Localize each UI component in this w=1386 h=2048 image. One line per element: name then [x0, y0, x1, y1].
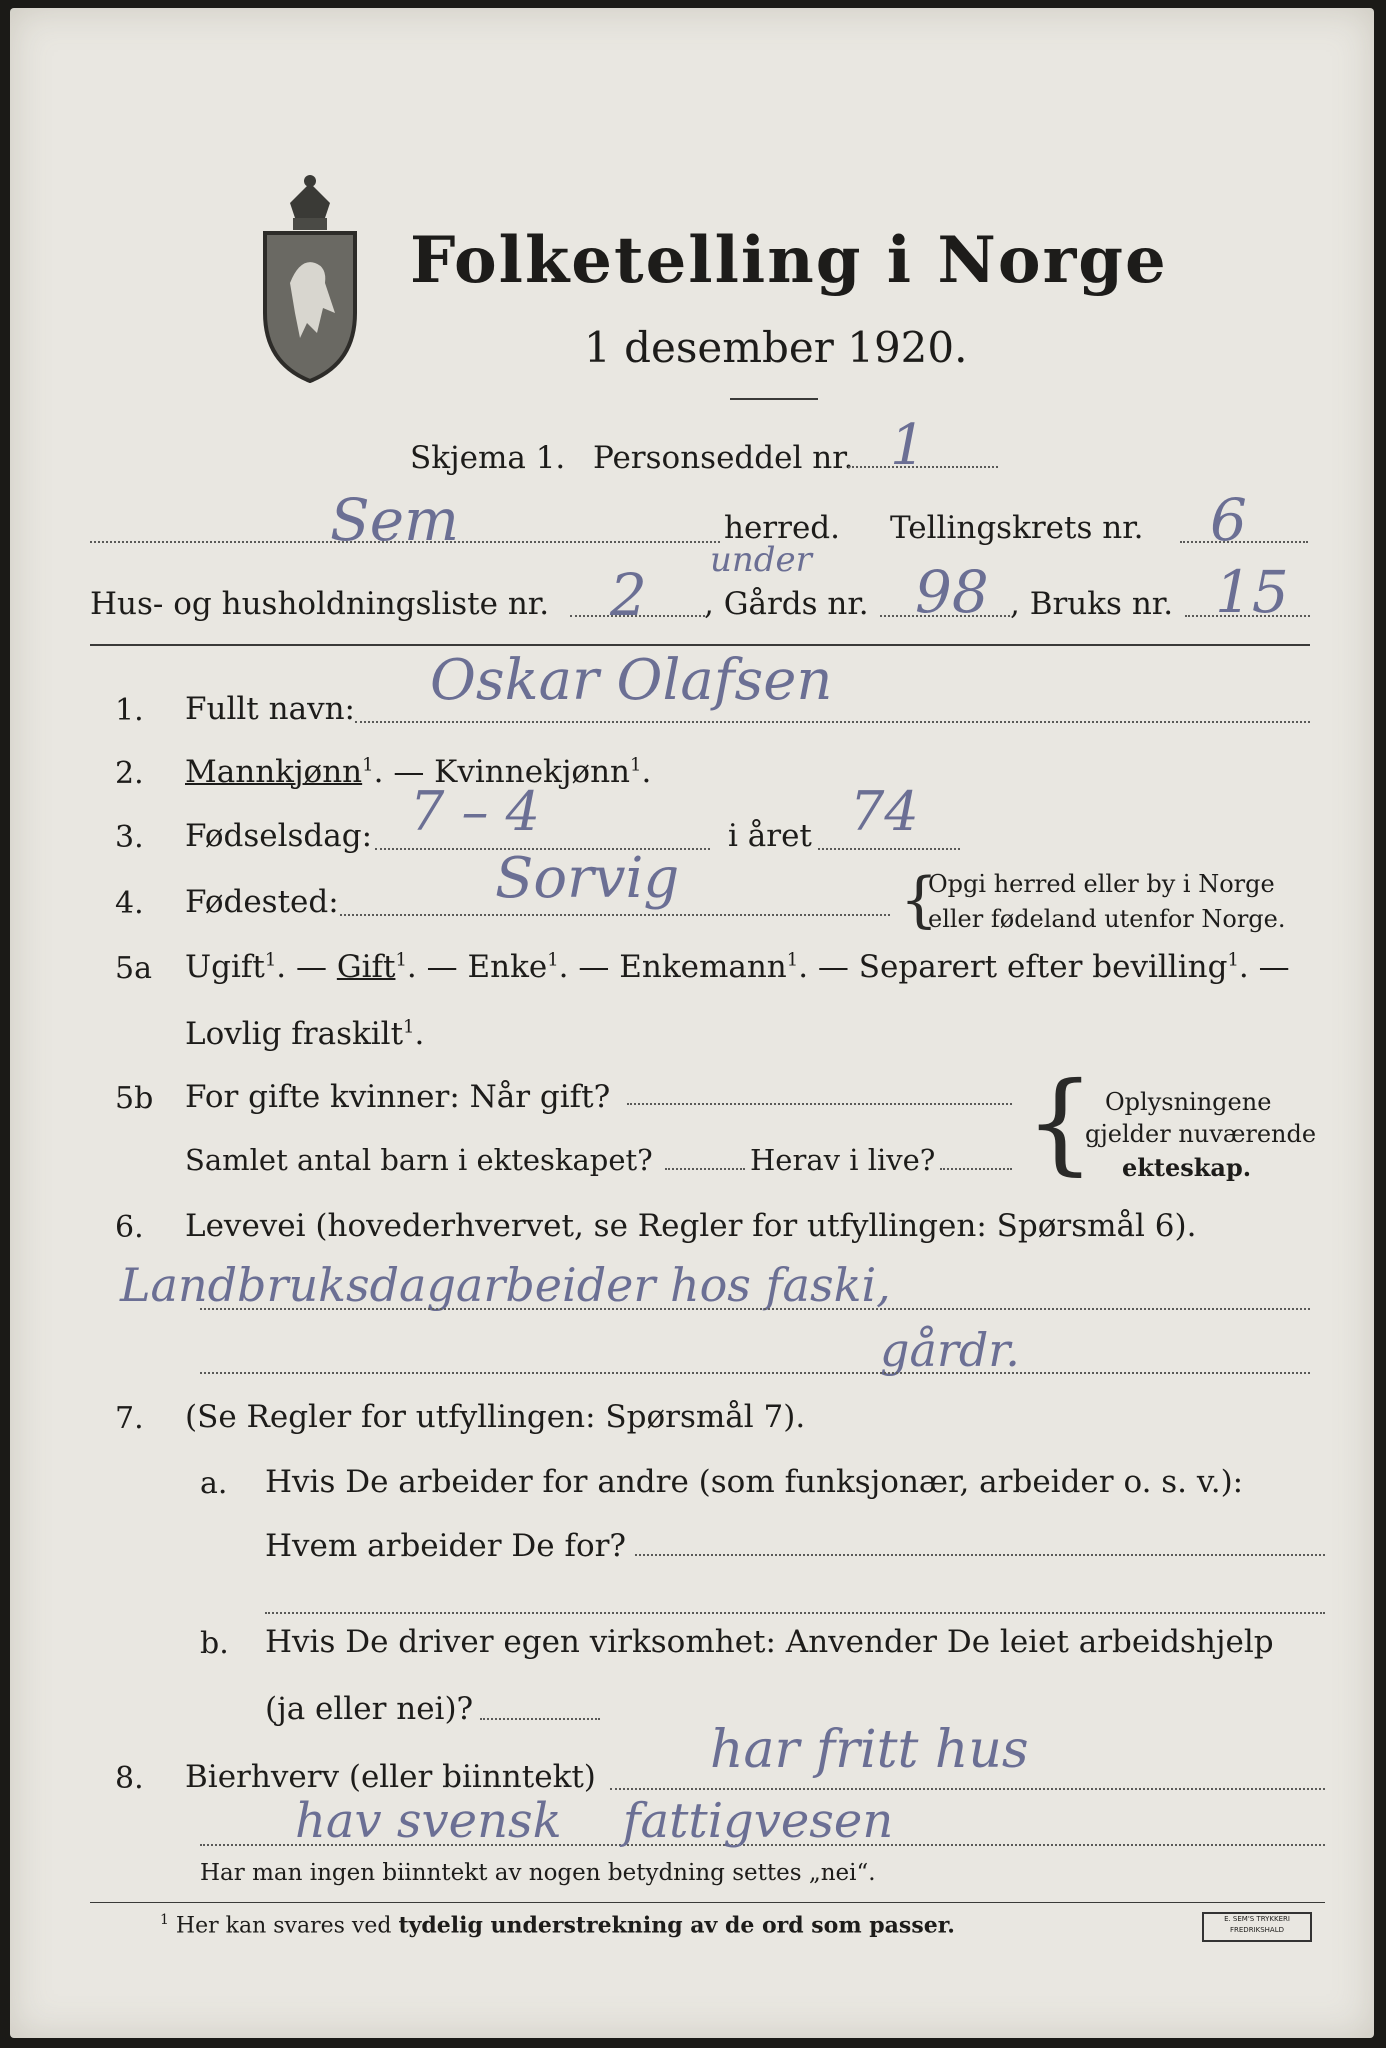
levevei-value-2: gårdr. [880, 1323, 1020, 1377]
q8-note: Har man ingen biinntekt av nogen betydning settes „nei“. [200, 1860, 876, 1886]
fraskilt-option[interactable] [185, 1016, 424, 1052]
q4-note-1: Opgi herred eller by i Norge [928, 870, 1275, 898]
husliste-label: Hus- og husholdningsliste nr. [90, 586, 550, 622]
footnote-marker: 1 [362, 754, 374, 776]
q6-number: 6. [115, 1210, 144, 1245]
form-title: Folketelling i Norge [410, 223, 1168, 298]
printer-stamp-text: E. SEM'S TRYKKERI FREDRIKSHALD [1224, 1915, 1290, 1934]
personseddel-label: Personseddel nr. [593, 440, 854, 476]
q1-label: Fullt navn: [185, 691, 355, 727]
naar-gift-field[interactable] [627, 1103, 1012, 1105]
separator: . — [276, 949, 337, 985]
gards-value: 98 [915, 558, 989, 626]
footnote-marker: 1 [395, 949, 407, 971]
bruks-label: , Bruks nr. [1010, 586, 1174, 622]
footnote-text: Her kan svares ved [175, 1913, 399, 1939]
end-mark: . [641, 754, 652, 790]
q5b-brace: { [1025, 1058, 1095, 1186]
under-note: under [710, 540, 812, 580]
q3-label: Fødselsdag: [185, 818, 373, 854]
q7-label: (Se Regler for utfyllingen: Spørsmål 7). [185, 1399, 806, 1435]
kvinnekjonn-option[interactable]: Kvinnekjønn [434, 754, 631, 790]
herred-value: Sem [330, 486, 460, 554]
census-form [10, 8, 1374, 2038]
q7a-question: Hvem arbeider De for? [265, 1528, 627, 1564]
footnote-marker: 1 [1227, 949, 1239, 971]
bruks-value: 15 [1215, 558, 1289, 626]
enke-option[interactable]: . — Enke [406, 949, 548, 985]
q8-number: 8. [115, 1761, 144, 1796]
footnote-marker: 1 [786, 949, 799, 971]
fraskilt-label: Lovlig fraskilt [185, 1016, 404, 1052]
tellingskrets-value: 6 [1210, 486, 1247, 554]
footnote-divider [90, 1902, 1325, 1903]
q3-number: 3. [115, 820, 144, 855]
gards-label: , Gårds nr. [704, 586, 869, 622]
fullt-navn-value: Oskar Olafsen [430, 648, 833, 713]
levevei-field-1[interactable] [200, 1308, 1310, 1310]
skjema-label: Skjema 1. [410, 440, 566, 476]
fodested-value: Sorvig [495, 846, 680, 911]
title-divider [730, 398, 818, 400]
bierhverv-value-1: har fritt hus [710, 1720, 1029, 1780]
q7b-letter: b. [200, 1626, 229, 1661]
separator: . — [373, 754, 435, 790]
q4-note-2: eller fødeland utenfor Norge. [928, 905, 1286, 933]
q7a-text: Hvis De arbeider for andre (som funksjonær, arbeider o. s. v.): [265, 1464, 1244, 1500]
live-field[interactable] [940, 1168, 1012, 1170]
bierhverv-value-2: hav svensk fattigvesen [295, 1793, 894, 1849]
aaret-field[interactable] [818, 848, 960, 850]
enkemann-option[interactable]: . — Enkemann [558, 949, 787, 985]
q4-label: Fødested: [185, 884, 339, 920]
separert-option[interactable]: . — Separert efter bevilling [798, 949, 1228, 985]
tellingskrets-label: Tellingskrets nr. [890, 510, 1144, 546]
census-date: 1 desember 1920. [584, 323, 968, 372]
fullt-navn-field[interactable] [355, 721, 1310, 723]
coat-of-arms-emblem [255, 163, 365, 383]
q4-number: 4. [115, 886, 144, 921]
gift-option[interactable]: Gift [336, 949, 396, 985]
q5b-live-label: Herav i live? [750, 1143, 936, 1177]
footnote-marker: 1 [630, 754, 642, 776]
footnote-marker: 1 [160, 1912, 169, 1928]
fodselsdag-value: 7 – 4 [410, 780, 541, 843]
q7-number: 7. [115, 1401, 144, 1436]
q5a-number: 5a [115, 951, 152, 986]
q5b-note-1: Oplysningene [1105, 1088, 1272, 1116]
personseddel-value: 1 [890, 413, 926, 478]
q2-number: 2. [115, 756, 144, 791]
q5b-number: 5b [115, 1081, 154, 1116]
q5b-note-3: ekteskap. [1122, 1153, 1252, 1182]
q5b-line1: For gifte kvinner: Når gift? [185, 1079, 611, 1115]
arbeidshjelp-field[interactable] [480, 1718, 600, 1720]
aaret-label: i året [728, 818, 812, 854]
levevei-field-2[interactable] [200, 1372, 1310, 1374]
q1-number: 1. [115, 693, 144, 728]
q7b-question: (ja eller nei)? [265, 1691, 474, 1727]
footnote-marker: 1 [264, 949, 277, 971]
barn-field[interactable] [665, 1168, 745, 1170]
husliste-value: 2 [610, 561, 647, 629]
footnote-marker: 1 [547, 949, 559, 971]
aaret-value: 74 [850, 780, 919, 843]
header-divider [90, 644, 1310, 646]
mannkjonn-option[interactable]: Mannkjønn [185, 754, 363, 790]
sivilstand-options[interactable] [185, 949, 1290, 985]
separator: . — [1238, 949, 1290, 985]
herred-label: herred. [724, 510, 840, 546]
end-mark: . [414, 1016, 425, 1052]
bierhverv-field-1[interactable] [610, 1788, 1325, 1790]
q6-label: Levevei (hovederhvervet, se Regler for utfyllingen: Spørsmål 6). [185, 1208, 1197, 1244]
arbeidsgiver-field-2[interactable] [265, 1612, 1325, 1614]
q4-brace: { [900, 865, 939, 935]
footnote-text-bold: tydelig understrekning av de ord som passer. [398, 1912, 955, 1939]
footnote-marker: 1 [403, 1016, 415, 1038]
q7b-text: Hvis De driver egen virksomhet: Anvender De leiet arbeidshjelp [265, 1624, 1274, 1660]
printer-stamp [1202, 1912, 1312, 1942]
q5b-note-2: gjelder nuværende [1085, 1120, 1317, 1148]
footnote [160, 1912, 955, 1938]
ugift-option[interactable]: Ugift [185, 949, 265, 985]
fodested-field[interactable] [340, 914, 890, 916]
q8-label: Bierhverv (eller biinntekt) [185, 1759, 596, 1795]
arbeidsgiver-field[interactable] [635, 1554, 1325, 1556]
q5b-barn-label: Samlet antal barn i ekteskapet? [185, 1143, 653, 1177]
q7a-letter: a. [200, 1466, 228, 1501]
levevei-value-1: Landbruksdagarbeider hos faski, [120, 1258, 891, 1312]
